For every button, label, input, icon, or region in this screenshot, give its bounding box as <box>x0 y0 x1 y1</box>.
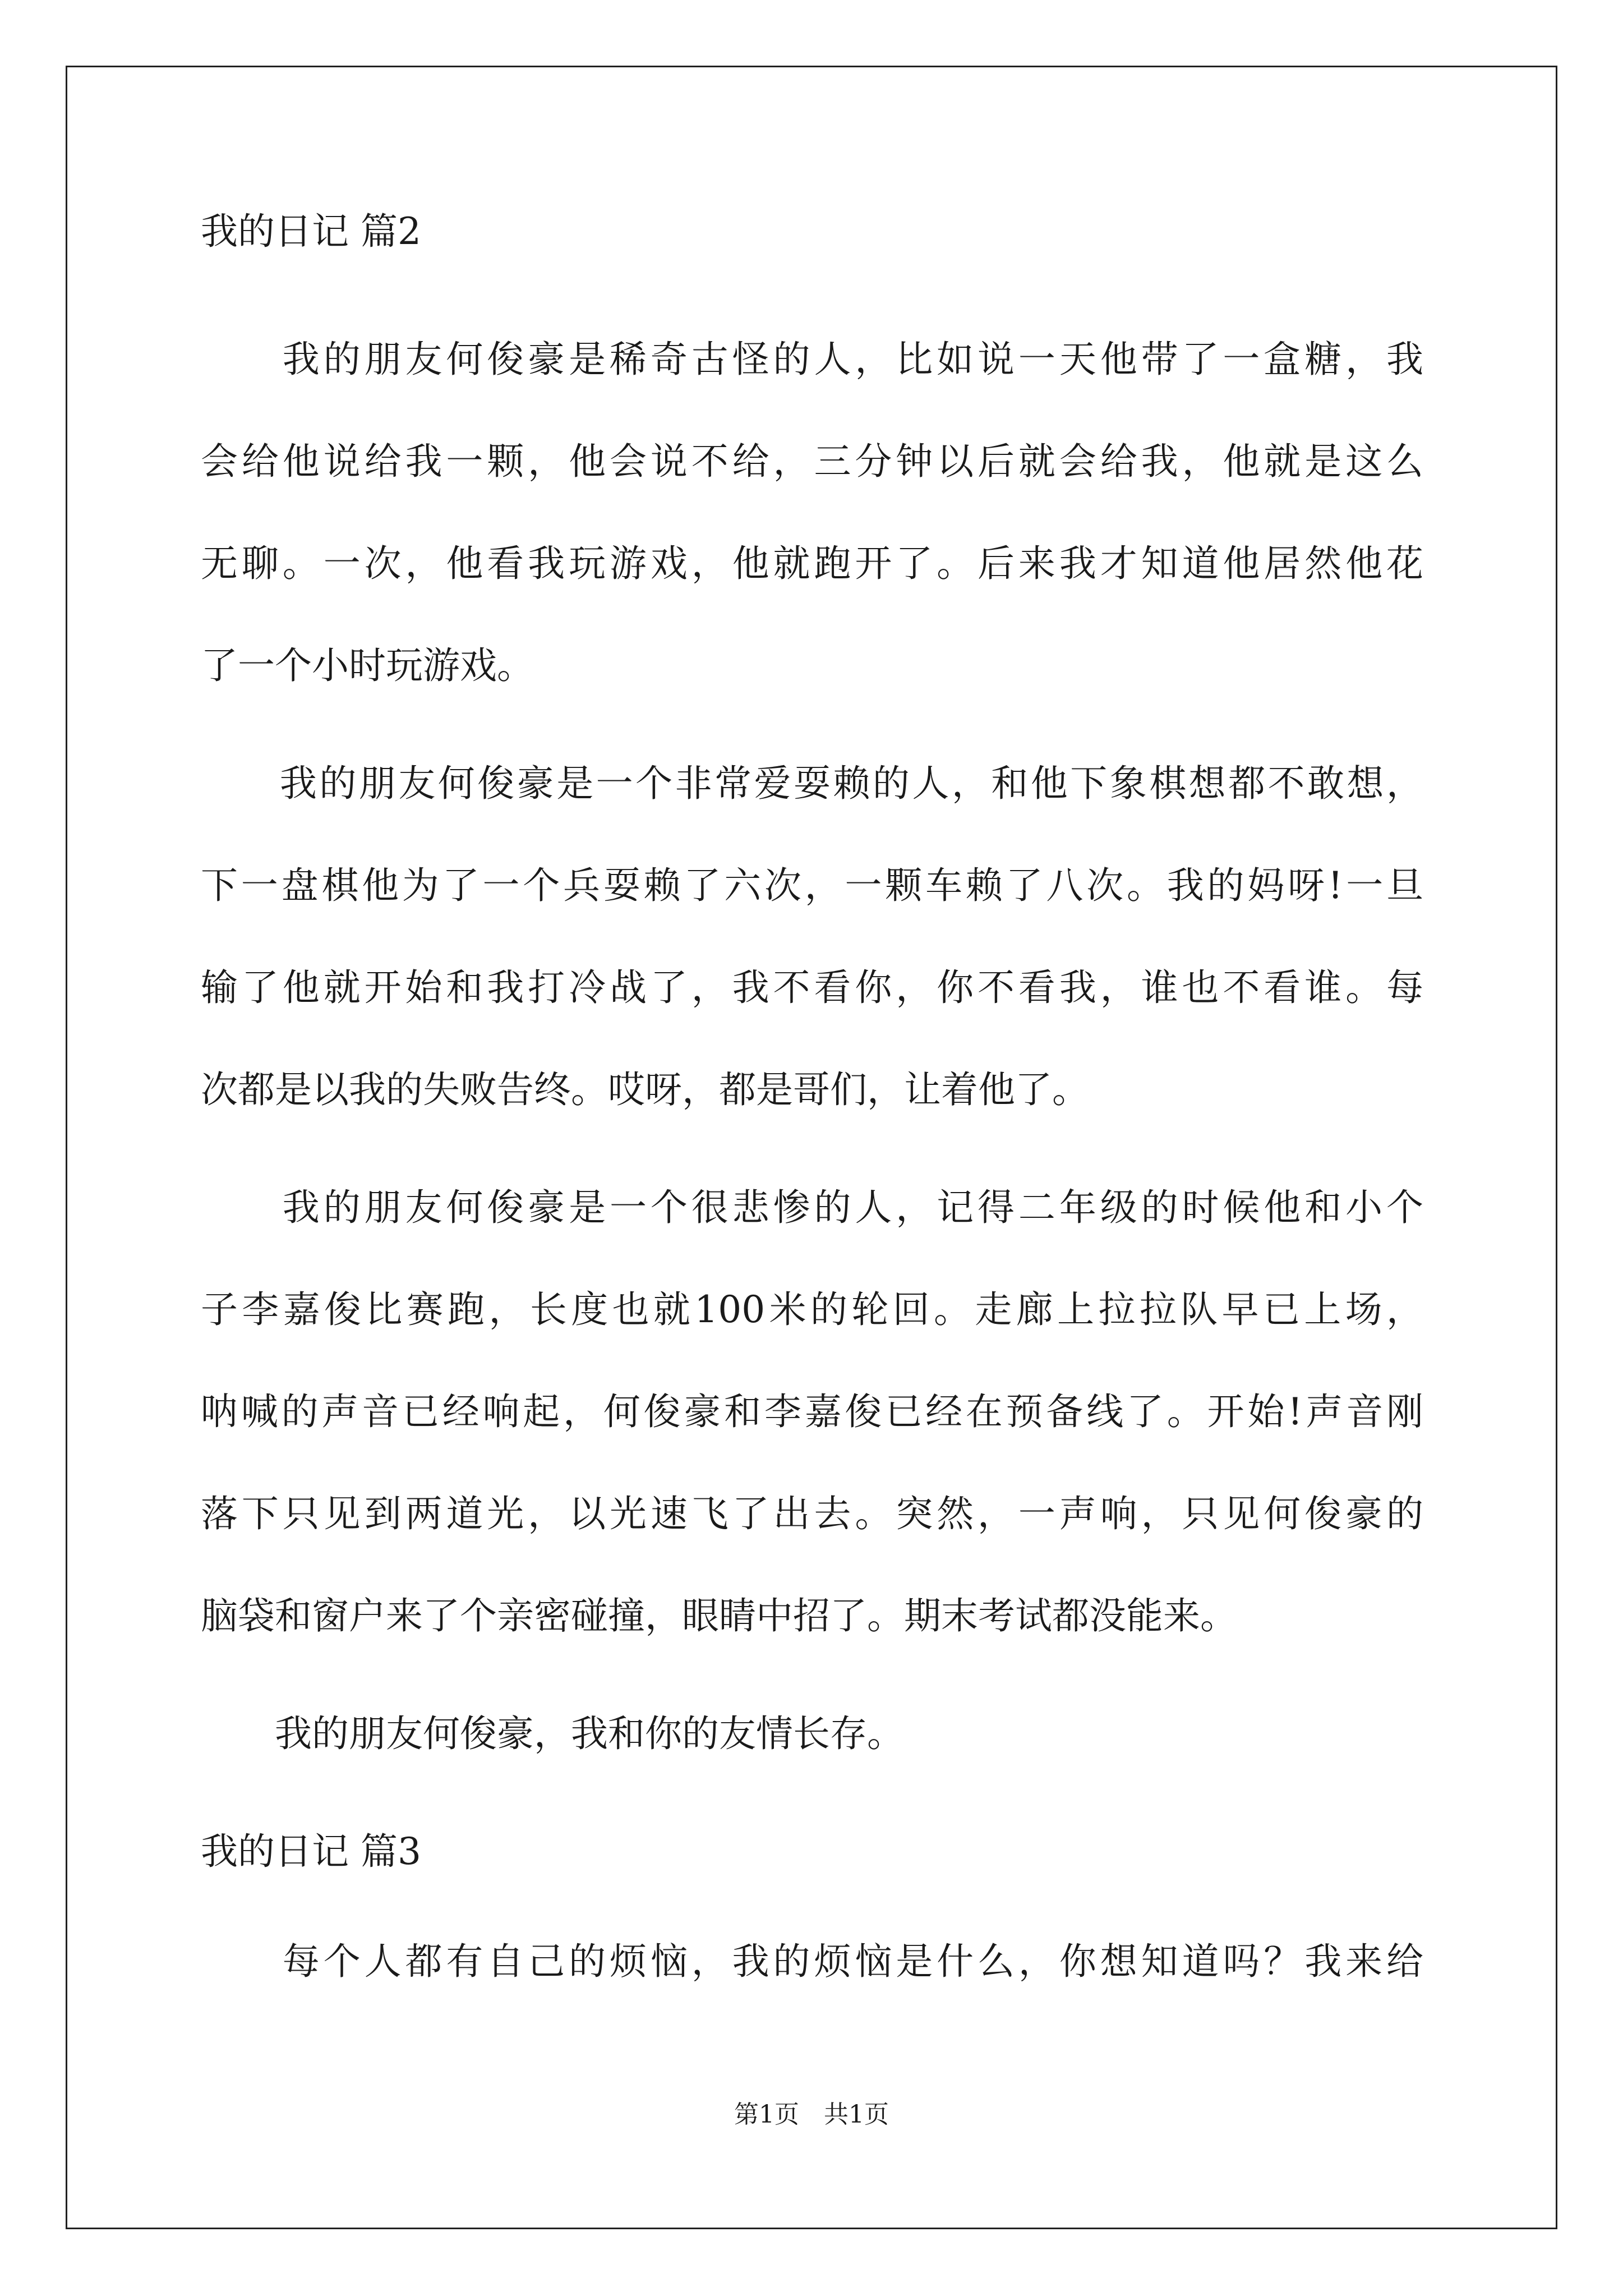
paragraph-2-line-3: 输了他就开始和我打冷战了，我不看你，你不看我，谁也不看谁。每 <box>201 966 1423 1009</box>
paragraph-1-line-1: 我的朋友何俊豪是稀奇古怪的人，比如说一天他带了一盒糖，我 <box>201 338 1423 381</box>
paragraph-1-line-2: 会给他说给我一颗，他会说不给，三分钟以后就会给我，他就是这么 <box>201 440 1423 483</box>
paragraph-3-line-4: 落下只见到两道光，以光速飞了出去。突然，一声响，只见何俊豪的 <box>201 1492 1423 1535</box>
paragraph-2-line-4: 次都是以我的失败告终。哎呀，都是哥们，让着他了。 <box>201 1068 1089 1111</box>
paragraph-3-line-1: 我的朋友何俊豪是一个很悲惨的人，记得二年级的时候他和小个 <box>201 1186 1423 1229</box>
page-footer: 第1页 共1页 <box>734 2100 889 2129</box>
paragraph-2-line-1: 我的朋友何俊豪是一个非常爱耍赖的人，和他下象棋想都不敢想， <box>201 762 1423 805</box>
paragraph-3-line-2: 子李嘉俊比赛跑，长度也就100米的轮回。走廊上拉拉队早已上场， <box>201 1288 1423 1331</box>
paragraph-5-line-1: 每个人都有自己的烦恼，我的烦恼是什么，你想知道吗？我来给 <box>201 1940 1423 1983</box>
paragraph-1-line-4: 了一个小时玩游戏。 <box>201 644 534 687</box>
paragraph-1-line-3: 无聊。一次，他看我玩游戏，他就跑开了。后来我才知道他居然他花 <box>201 542 1423 585</box>
paragraph-3-line-5: 脑袋和窗户来了个亲密碰撞，眼睛中招了。期末考试都没能来。 <box>201 1594 1237 1637</box>
paragraph-2-line-2: 下一盘棋他为了一个兵耍赖了六次，一颗车赖了八次。我的妈呀!一旦 <box>201 864 1423 907</box>
section-heading-2: 我的日记 篇2 <box>201 210 421 253</box>
section-heading-3: 我的日记 篇3 <box>201 1830 421 1873</box>
paragraph-4-line-1: 我的朋友何俊豪，我和你的友情长存。 <box>201 1712 904 1755</box>
paragraph-3-line-3: 呐喊的声音已经响起，何俊豪和李嘉俊已经在预备线了。开始!声音刚 <box>201 1390 1423 1433</box>
